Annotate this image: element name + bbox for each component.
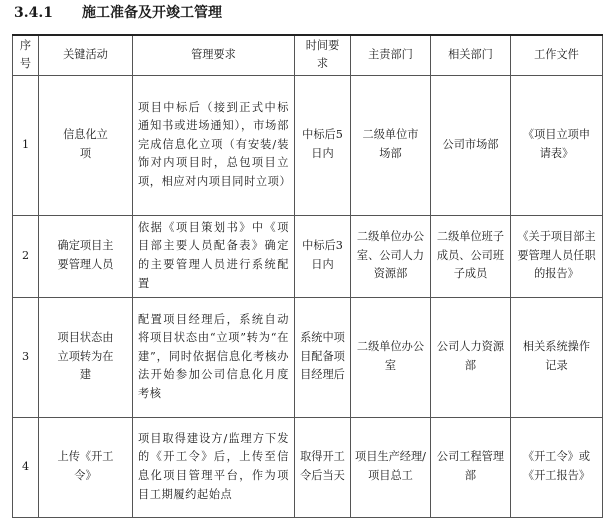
cell-docs: 《关于项目部主要管理人员任职的报告》: [511, 215, 603, 297]
cell-requirement: 项目中标后（接到正式中标通知书或进场通知），市场部完成信息化立项（有安装/装饰对内项目时，总包项目立项，相应对内项目同时立项）: [133, 75, 295, 215]
table-row: [13, 417, 603, 517]
cell-seq: 2: [13, 215, 39, 297]
header-lead-dept: 主责部门: [351, 35, 431, 75]
cell-time: 系统中项目配备项目经理后: [295, 297, 351, 417]
section-heading: [14, 2, 222, 26]
header-time: 时间要求: [295, 35, 351, 75]
cell-time: 中标后3日内: [295, 215, 351, 297]
cell-activity: 项目状态由立项转为在建: [39, 297, 133, 417]
header-seq: 序号: [13, 35, 39, 75]
cell-lead-dept: 二级单位办公室: [351, 297, 431, 417]
cell-lead-dept: 二级单位市场部: [351, 75, 431, 215]
cell-seq: 3: [13, 297, 39, 417]
cell-seq: 1: [13, 75, 39, 215]
header-activity: 关键活动: [39, 35, 133, 75]
cell-time: 中标后5日内: [295, 75, 351, 215]
header-requirement: 管理要求: [133, 35, 295, 75]
cell-activity: 信息化立项: [39, 75, 133, 215]
cell-related-dept: 公司人力资源部: [431, 297, 511, 417]
table-header-row: [13, 35, 603, 75]
cell-related-dept: 公司市场部: [431, 75, 511, 215]
cell-activity: 确定项目主要管理人员: [39, 215, 133, 297]
cell-docs: 相关系统操作记录: [511, 297, 603, 417]
cell-docs: 《项目立项申请表》: [511, 75, 603, 215]
header-docs: 工作文件: [511, 35, 603, 75]
table-row: [13, 75, 603, 215]
cell-related-dept: 二级单位班子成员、公司班子成员: [431, 215, 511, 297]
section-number: 3.4.1: [14, 5, 53, 21]
section-title: 施工准备及开竣工管理: [82, 5, 222, 21]
table-row: [13, 297, 603, 417]
cell-time: 取得开工令后当天: [295, 417, 351, 517]
cell-requirement: 依据《项目策划书》中《项目部主要人员配备表》确定的主要管理人员进行系统配置: [133, 215, 295, 297]
cell-activity: 上传《开工令》: [39, 417, 133, 517]
header-related-dept: 相关部门: [431, 35, 511, 75]
cell-lead-dept: 二级单位办公室、公司人力资源部: [351, 215, 431, 297]
cell-requirement: 配置项目经理后，系统自动将项目状态由“立项”转为“在建”，同时依据信息化考核办法开始参加公司信息化月度考核: [133, 297, 295, 417]
management-table: [12, 34, 603, 518]
table-row: [13, 215, 603, 297]
cell-related-dept: 公司工程管理部: [431, 417, 511, 517]
cell-docs: 《开工令》或《开工报告》: [511, 417, 603, 517]
cell-seq: 4: [13, 417, 39, 517]
cell-requirement: 项目取得建设方/监理方下发的《开工令》后，上传至信息化项目管理平台，作为项目工期履约起始点: [133, 417, 295, 517]
cell-lead-dept: 项目生产经理/项目总工: [351, 417, 431, 517]
